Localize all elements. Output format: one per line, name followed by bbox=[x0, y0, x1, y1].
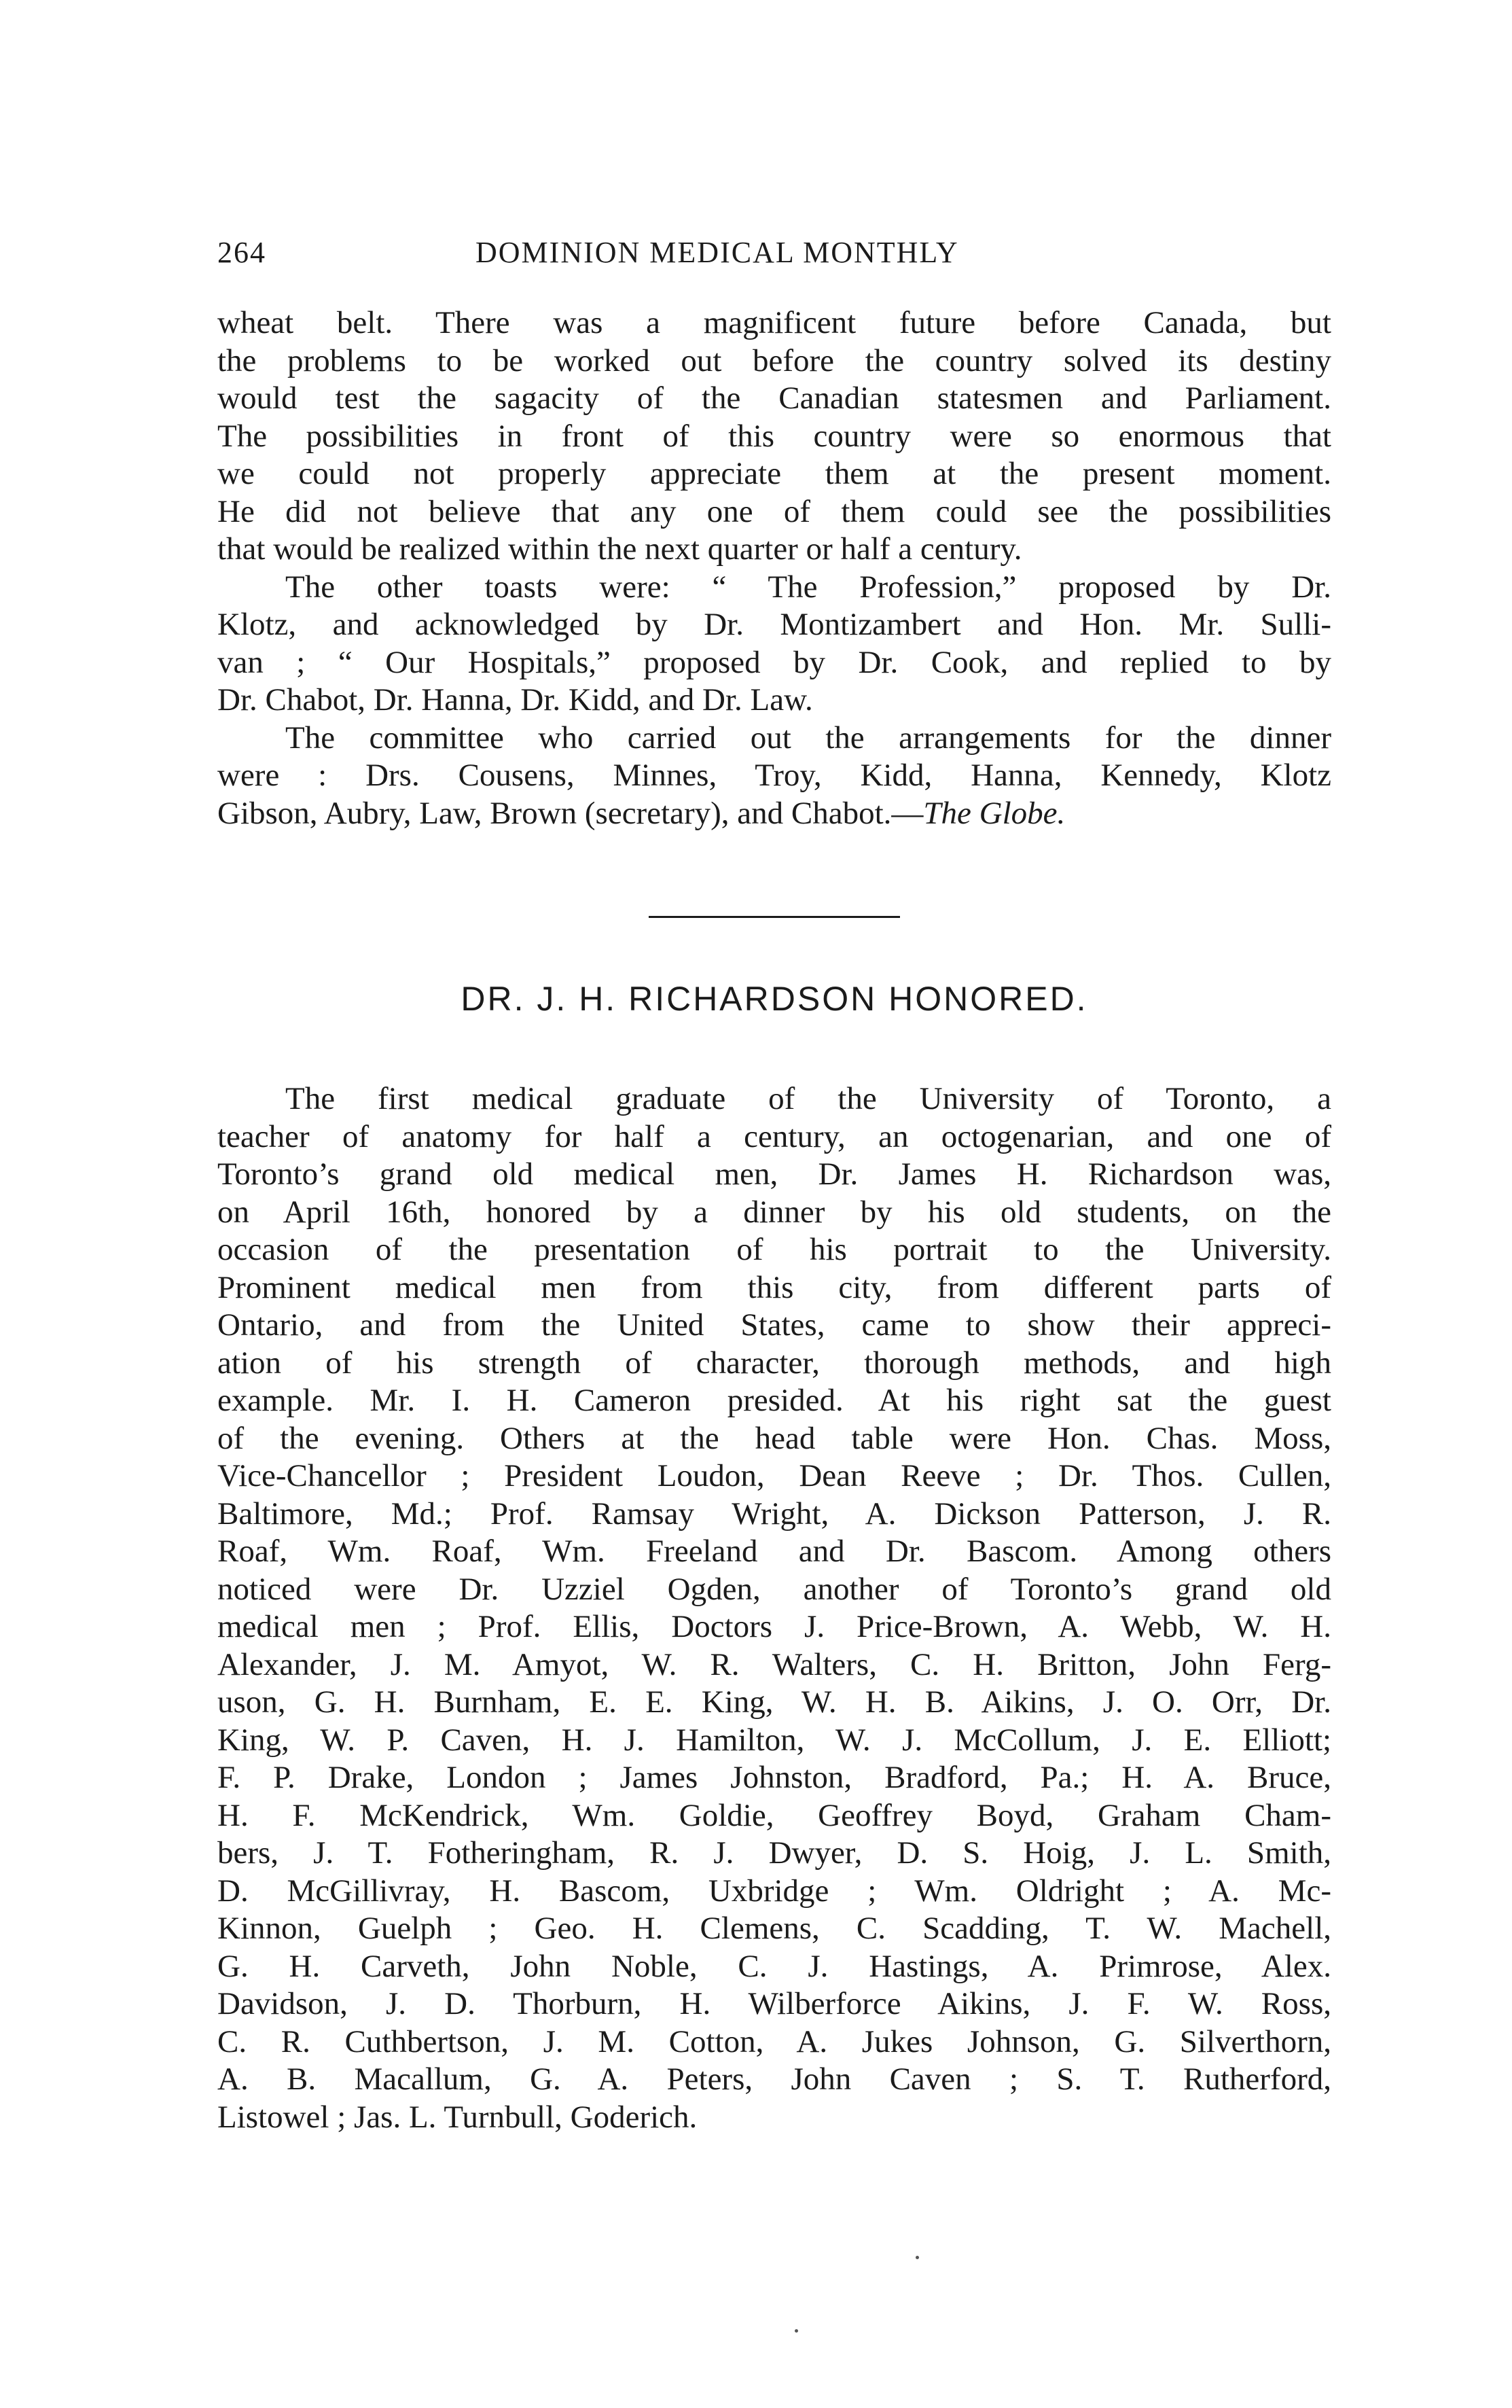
text-line: would test the sagacity of the Canadian statesmen and Parliament. bbox=[217, 380, 1331, 416]
text-line: uson, G. H. Burnham, E. E. King, W. H. B. Aikins, J. O. Orr, Dr. bbox=[217, 1684, 1331, 1720]
text-line: C. R. Cuthbertson, J. M. Cotton, A. Jukes Johnson, G. Silverthorn, bbox=[217, 2023, 1331, 2059]
text-line: G. H. Carveth, John Noble, C. J. Hastings, A. Primrose, Alex. bbox=[217, 1948, 1331, 1984]
text-line: The first medical graduate of the University of Toronto, a bbox=[285, 1081, 1331, 1116]
text-line: that would be realized within the next quarter or half a century. bbox=[217, 531, 1022, 567]
page-number: 264 bbox=[217, 236, 266, 269]
text-line: The committee who carried out the arrangements for the dinner bbox=[285, 720, 1331, 756]
section-divider bbox=[649, 916, 900, 918]
text-line: wheat belt. There was a magnificent future before Canada, but bbox=[217, 305, 1331, 340]
text-line: Prominent medical men from this city, from different parts of bbox=[217, 1269, 1331, 1305]
text-line: the problems to be worked out before the country solved its destiny bbox=[217, 342, 1331, 378]
text-line: Roaf, Wm. Roaf, Wm. Freeland and Dr. Bascom. Among others bbox=[217, 1534, 1331, 1569]
text-line: occasion of the presentation of his portrait to the University. bbox=[217, 1232, 1331, 1267]
text-line: Ontario, and from the United States, came to show their appreci- bbox=[217, 1307, 1331, 1343]
text-line: van ; “ Our Hospitals,” proposed by Dr. Cook, and replied to by bbox=[217, 644, 1331, 680]
text-line: teacher of anatomy for half a century, an octogenarian, and one of bbox=[217, 1118, 1331, 1154]
article-heading: DR. J. H. RICHARDSON HONORED. bbox=[461, 980, 1088, 1018]
text-line: on April 16th, honored by a dinner by his old students, on the bbox=[217, 1194, 1331, 1230]
text-line: King, W. P. Caven, H. J. Hamilton, W. J. McCollum, J. E. Elliott; bbox=[217, 1722, 1331, 1758]
text-line: F. P. Drake, London ; James Johnston, Bradford, Pa.; H. A. Bruce, bbox=[217, 1760, 1331, 1795]
source-citation: The Globe. bbox=[923, 795, 1066, 831]
scan-speck bbox=[795, 2329, 798, 2333]
text-line: Gibson, Aubry, Law, Brown (secretary), and Chabot.— bbox=[217, 795, 924, 831]
text-line: Baltimore, Md.; Prof. Ramsay Wright, A. Dickson Patterson, J. R. bbox=[217, 1495, 1331, 1531]
text-line: Alexander, J. M. Amyot, W. R. Walters, C. H. Britton, John Ferg- bbox=[217, 1646, 1331, 1682]
text-line: Listowel ; Jas. L. Turnbull, Goderich. bbox=[217, 2099, 698, 2135]
text-line: A. B. Macallum, G. A. Peters, John Caven ; S. T. Rutherford, bbox=[217, 2061, 1331, 2097]
text-line: medical men ; Prof. Ellis, Doctors J. Price-Brown, A. Webb, W. H. bbox=[217, 1609, 1331, 1644]
text-line: He did not believe that any one of them could see the possibilities bbox=[217, 493, 1331, 529]
text-line: Dr. Chabot, Dr. Hanna, Dr. Kidd, and Dr. Law. bbox=[217, 682, 813, 718]
running-head bbox=[217, 235, 1318, 283]
text-line-with-source bbox=[217, 795, 1331, 833]
journal-title: DOMINION MEDICAL MONTHLY bbox=[475, 236, 959, 269]
text-line: Kinnon, Guelph ; Geo. H. Clemens, C. Scadding, T. W. Machell, bbox=[217, 1911, 1331, 1946]
top-article-text bbox=[217, 304, 1331, 832]
text-line: H. F. McKendrick, Wm. Goldie, Geoffrey Boyd, Graham Cham- bbox=[217, 1797, 1331, 1833]
text-line: ation of his strength of character, thorough methods, and high bbox=[217, 1345, 1331, 1381]
text-line: example. Mr. I. H. Cameron presided. At his right sat the guest bbox=[217, 1383, 1331, 1418]
text-line: The possibilities in front of this country were so enormous that bbox=[217, 418, 1331, 454]
text-line: Klotz, and acknowledged by Dr. Montizambert and Hon. Mr. Sulli- bbox=[217, 607, 1331, 642]
text-line: Vice-Chancellor ; President Loudon, Dean Reeve ; Dr. Thos. Cullen, bbox=[217, 1458, 1331, 1493]
text-line: The other toasts were: “ The Profession,” proposed by Dr. bbox=[285, 569, 1331, 605]
text-line: noticed were Dr. Uzziel Ogden, another of Toronto’s grand old bbox=[217, 1571, 1331, 1607]
text-line: were : Drs. Cousens, Minnes, Troy, Kidd, Hanna, Kennedy, Klotz bbox=[217, 758, 1331, 793]
text-line: Davidson, J. D. Thorburn, H. Wilberforce Aikins, J. F. W. Ross, bbox=[217, 1986, 1331, 2021]
article-body bbox=[217, 1080, 1331, 2136]
text-line: bers, J. T. Fotheringham, R. J. Dwyer, D. S. Hoig, J. L. Smith, bbox=[217, 1835, 1331, 1871]
text-line: of the evening. Others at the head table were Hon. Chas. Moss, bbox=[217, 1420, 1331, 1456]
text-line: D. McGillivray, H. Bascom, Uxbridge ; Wm. Oldright ; A. Mc- bbox=[217, 1873, 1331, 1909]
text-line: we could not properly appreciate them at the present moment. bbox=[217, 456, 1331, 491]
scan-speck bbox=[916, 2256, 919, 2259]
text-line: Toronto’s grand old medical men, Dr. James H. Richardson was, bbox=[217, 1156, 1331, 1192]
